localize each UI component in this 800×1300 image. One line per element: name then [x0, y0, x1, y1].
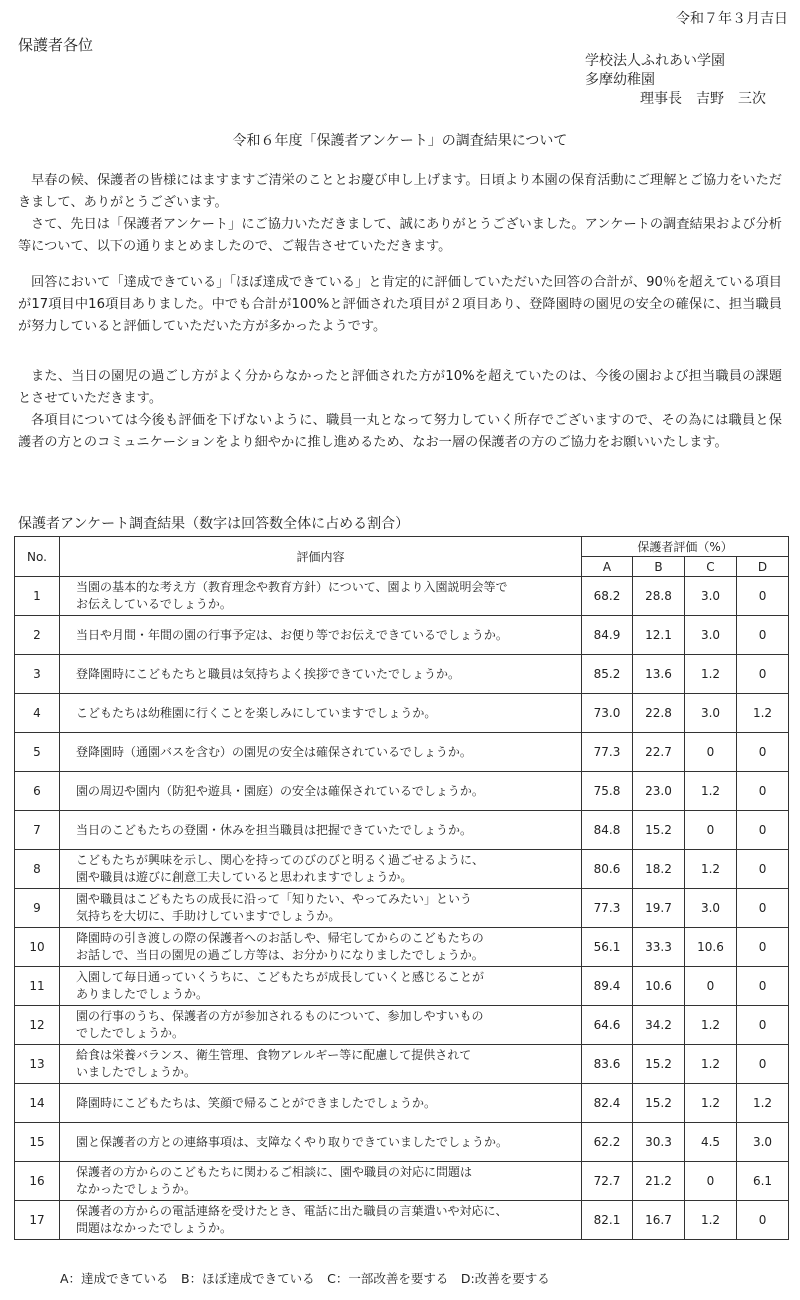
row-number: 12	[15, 1006, 60, 1045]
rating-d: 0	[737, 1201, 789, 1240]
row-number: 16	[15, 1162, 60, 1201]
rating-b: 19.7	[633, 889, 685, 928]
row-number: 13	[15, 1045, 60, 1084]
table-row	[15, 1045, 789, 1084]
question-line-1: 保護者の方からの電話連絡を受けたとき、電話に出た職員の言葉遣いや対応に、	[76, 1204, 508, 1218]
issues-paragraph	[18, 366, 782, 454]
date: 令和７年３月吉日	[676, 11, 788, 27]
row-number: 8	[15, 850, 60, 889]
rating-b: 15.2	[633, 1084, 685, 1123]
sender-block	[585, 52, 766, 109]
question-line-2: でしたでしょうか。	[76, 1026, 185, 1040]
header-b: B	[633, 557, 685, 577]
rating-b: 10.6	[633, 967, 685, 1006]
rating-d: 0	[737, 616, 789, 655]
table-row	[15, 1162, 789, 1201]
rating-c: 3.0	[685, 694, 737, 733]
question-line-1: こどもたちが興味を示し、関心を持ってのびのびと明るく過ごせるように、	[76, 853, 485, 867]
rating-c: 0	[685, 733, 737, 772]
rating-d: 0	[737, 577, 789, 616]
row-question	[60, 811, 582, 850]
question-line-1: 登降園時（通園バスを含む）の園児の安全は確保されているでしょうか。	[76, 744, 472, 759]
row-question	[60, 655, 582, 694]
question-line-1: 当日や月間・年間の園の行事予定は、お便り等でお伝えできているでしょうか。	[76, 627, 508, 642]
rating-legend: A：達成できている B：ほぼ達成できている C：一部改善を要する D:改善を要する	[60, 1271, 550, 1286]
question-line-2: いましたでしょうか。	[76, 1065, 197, 1079]
row-question	[60, 1045, 582, 1084]
row-question	[60, 733, 582, 772]
row-number: 14	[15, 1084, 60, 1123]
row-question	[60, 850, 582, 889]
table-row	[15, 733, 789, 772]
rating-c: 1.2	[685, 655, 737, 694]
rating-b: 22.7	[633, 733, 685, 772]
rating-c: 1.2	[685, 850, 737, 889]
row-number: 10	[15, 928, 60, 967]
question-line-1: 園や職員はこどもたちの成長に沿って「知りたい、やってみたい」という	[76, 892, 473, 906]
row-number: 15	[15, 1123, 60, 1162]
question-line-1: 園と保護者の方との連絡事項は、支障なくやり取りできていましたでしょうか。	[76, 1134, 509, 1149]
greeting-line: 早春の候、保護者の皆様にはますますご清栄のこととお慶び申し上げます。日頃より本園の保育活動にご理解とご協力をいただきまして、ありがとうございます。	[18, 173, 782, 210]
question-line-1: 降園時の引き渡しの際の保護者へのお話しや、帰宅してからのこどもたちの	[76, 931, 484, 945]
rating-b: 15.2	[633, 811, 685, 850]
rating-d: 1.2	[737, 694, 789, 733]
row-question	[60, 1123, 582, 1162]
rating-d: 0	[737, 772, 789, 811]
row-question	[60, 577, 582, 616]
rating-a: 84.9	[582, 616, 633, 655]
rating-b: 34.2	[633, 1006, 685, 1045]
kindergarten-name: 多摩幼稚園	[585, 72, 655, 88]
header-parent-rating: 保護者評価（%）	[582, 537, 789, 557]
table-row	[15, 772, 789, 811]
rating-d: 0	[737, 967, 789, 1006]
rating-c: 0	[685, 811, 737, 850]
rating-a: 62.2	[582, 1123, 633, 1162]
rating-c: 1.2	[685, 1045, 737, 1084]
row-number: 2	[15, 616, 60, 655]
row-number: 11	[15, 967, 60, 1006]
question-line-1: 園の行事のうち、保護者の方が参加されるものについて、参加しやすいもの	[76, 1009, 484, 1023]
header-evaluation-content: 評価内容	[60, 537, 582, 577]
rating-a: 84.8	[582, 811, 633, 850]
rating-b: 12.1	[633, 616, 685, 655]
rating-d: 1.2	[737, 1084, 789, 1123]
rating-b: 21.2	[633, 1162, 685, 1201]
rating-c: 4.5	[685, 1123, 737, 1162]
header-a: A	[582, 557, 633, 577]
rating-a: 77.3	[582, 889, 633, 928]
chairman-name: 理事長 吉野 三次	[640, 91, 766, 107]
question-line-1: 登降園時にこどもたちと職員は気持ちよく挨拶できていたでしょうか。	[76, 666, 461, 681]
rating-b: 30.3	[633, 1123, 685, 1162]
results-summary-text: 回答において「達成できている」「ほぼ達成できている」と肯定的に評価していただいた回答の合計が、90％を超えている項目が17項目中16項目ありました。中でも合計が100%と評価された項目が２項目あり、登降園時の園児の安全の確保に、担当職員が努力していると評価していただいた方が多かったようです。	[18, 275, 782, 334]
rating-b: 22.8	[633, 694, 685, 733]
thanks-line: さて、先日は「保護者アンケート」にご協力いただきまして、誠にありがとうございました。アンケートの調査結果および分析等について、以下の通りまとめましたので、ご報告させていただきます。	[18, 217, 782, 254]
rating-c: 1.2	[685, 1006, 737, 1045]
rating-a: 64.6	[582, 1006, 633, 1045]
question-line-1: 当日のこどもたちの登園・休みを担当職員は把握できていたでしょうか。	[76, 822, 473, 837]
rating-a: 85.2	[582, 655, 633, 694]
closing-line: 各項目については今後も評価を下げないように、職員一丸となって努力していく所存でございますので、その為には職員と保護者の方とのコミュニケーションをより細やかに推し進めるため、なお一層の保護者の方のご協力をお願いいたします。	[18, 413, 782, 450]
header-c: C	[685, 557, 737, 577]
row-question	[60, 889, 582, 928]
question-line-2: お話しで、当日の園児の過ごし方等は、お分かりになりましたでしょうか。	[76, 948, 484, 962]
rating-a: 89.4	[582, 967, 633, 1006]
question-line-1: 園の周辺や園内（防犯や遊具・園庭）の安全は確保されているでしょうか。	[76, 783, 484, 798]
rating-a: 82.4	[582, 1084, 633, 1123]
greeting-paragraph	[18, 170, 782, 258]
table-row	[15, 655, 789, 694]
table-row	[15, 811, 789, 850]
table-row	[15, 967, 789, 1006]
row-question	[60, 1162, 582, 1201]
rating-b: 28.8	[633, 577, 685, 616]
rating-a: 72.7	[582, 1162, 633, 1201]
rating-a: 82.1	[582, 1201, 633, 1240]
row-question	[60, 616, 582, 655]
question-line-2: 気持ちを大切に、手助けしていますでしょうか。	[76, 909, 341, 923]
table-row	[15, 694, 789, 733]
question-line-2: 園や職員は遊びに創意工夫していると思われますでしょうか。	[76, 870, 413, 884]
rating-c: 3.0	[685, 616, 737, 655]
rating-c: 0	[685, 1162, 737, 1201]
rating-b: 33.3	[633, 928, 685, 967]
rating-d: 0	[737, 850, 789, 889]
rating-d: 0	[737, 889, 789, 928]
rating-a: 77.3	[582, 733, 633, 772]
rating-d: 0	[737, 811, 789, 850]
rating-a: 75.8	[582, 772, 633, 811]
rating-b: 16.7	[633, 1201, 685, 1240]
table-row	[15, 889, 789, 928]
school-corporation-name: 学校法人ふれあい学園	[585, 53, 725, 69]
row-number: 5	[15, 733, 60, 772]
table-row	[15, 616, 789, 655]
rating-d: 0	[737, 655, 789, 694]
issues-line: また、当日の園児の過ごし方がよく分からなかったと評価された方が10%を超えていたのは、今後の園および担当職員の課題とさせていただきます。	[18, 369, 782, 406]
question-line-2: なかったでしょうか。	[76, 1182, 197, 1196]
question-line-1: 降園時にこどもたちは、笑顔で帰ることができましたでしょうか。	[76, 1095, 437, 1110]
rating-a: 80.6	[582, 850, 633, 889]
row-question	[60, 1084, 582, 1123]
row-number: 3	[15, 655, 60, 694]
rating-c: 0	[685, 967, 737, 1006]
rating-c: 1.2	[685, 1084, 737, 1123]
rating-c: 3.0	[685, 577, 737, 616]
rating-d: 6.1	[737, 1162, 789, 1201]
row-number: 4	[15, 694, 60, 733]
rating-b: 15.2	[633, 1045, 685, 1084]
question-line-1: 給食は栄養バランス、衛生管理、食物アレルギー等に配慮して提供されて	[76, 1048, 472, 1062]
results-summary-paragraph	[18, 272, 782, 338]
question-line-1: 入園して毎日通っていくうちに、こどもたちが成長していくと感じることが	[76, 970, 485, 984]
rating-b: 13.6	[633, 655, 685, 694]
rating-d: 3.0	[737, 1123, 789, 1162]
rating-c: 1.2	[685, 1201, 737, 1240]
table-row	[15, 1201, 789, 1240]
rating-b: 23.0	[633, 772, 685, 811]
rating-c: 10.6	[685, 928, 737, 967]
rating-d: 0	[737, 1006, 789, 1045]
row-question	[60, 694, 582, 733]
recipient: 保護者各位	[18, 36, 94, 54]
question-line-1: 保護者の方からのこどもたちに関わるご相談に、園や職員の対応に問題は	[76, 1165, 473, 1179]
table-row	[15, 1123, 789, 1162]
question-line-2: ありましたでしょうか。	[76, 987, 209, 1001]
rating-a: 83.6	[582, 1045, 633, 1084]
rating-d: 0	[737, 928, 789, 967]
rating-d: 0	[737, 1045, 789, 1084]
row-number: 6	[15, 772, 60, 811]
row-question	[60, 772, 582, 811]
row-number: 1	[15, 577, 60, 616]
question-line-2: 問題はなかったでしょうか。	[76, 1221, 233, 1235]
header-no: No.	[15, 537, 60, 577]
rating-c: 1.2	[685, 772, 737, 811]
table-row	[15, 928, 789, 967]
table-row	[15, 1084, 789, 1123]
table-row	[15, 850, 789, 889]
row-number: 9	[15, 889, 60, 928]
rating-b: 18.2	[633, 850, 685, 889]
rating-c: 3.0	[685, 889, 737, 928]
table-row	[15, 577, 789, 616]
survey-results-table	[14, 536, 789, 1240]
document-title: 令和６年度「保護者アンケート」の調査結果について	[232, 133, 568, 149]
row-question	[60, 1201, 582, 1240]
rating-a: 68.2	[582, 577, 633, 616]
question-line-1: こどもたちは幼稚園に行くことを楽しみにしていますでしょうか。	[76, 705, 437, 720]
row-number: 17	[15, 1201, 60, 1240]
question-line-1: 当園の基本的な考え方（教育理念や教育方針）について、園より入園説明会等で	[76, 580, 508, 594]
table-title: 保護者アンケート調査結果（数字は回答数全体に占める割合）	[18, 516, 410, 532]
row-question	[60, 967, 582, 1006]
row-question	[60, 1006, 582, 1045]
header-d: D	[737, 557, 789, 577]
rating-a: 73.0	[582, 694, 633, 733]
row-question	[60, 928, 582, 967]
rating-a: 56.1	[582, 928, 633, 967]
rating-d: 0	[737, 733, 789, 772]
question-line-2: お伝えしているでしょうか。	[76, 597, 232, 611]
row-number: 7	[15, 811, 60, 850]
table-row	[15, 1006, 789, 1045]
